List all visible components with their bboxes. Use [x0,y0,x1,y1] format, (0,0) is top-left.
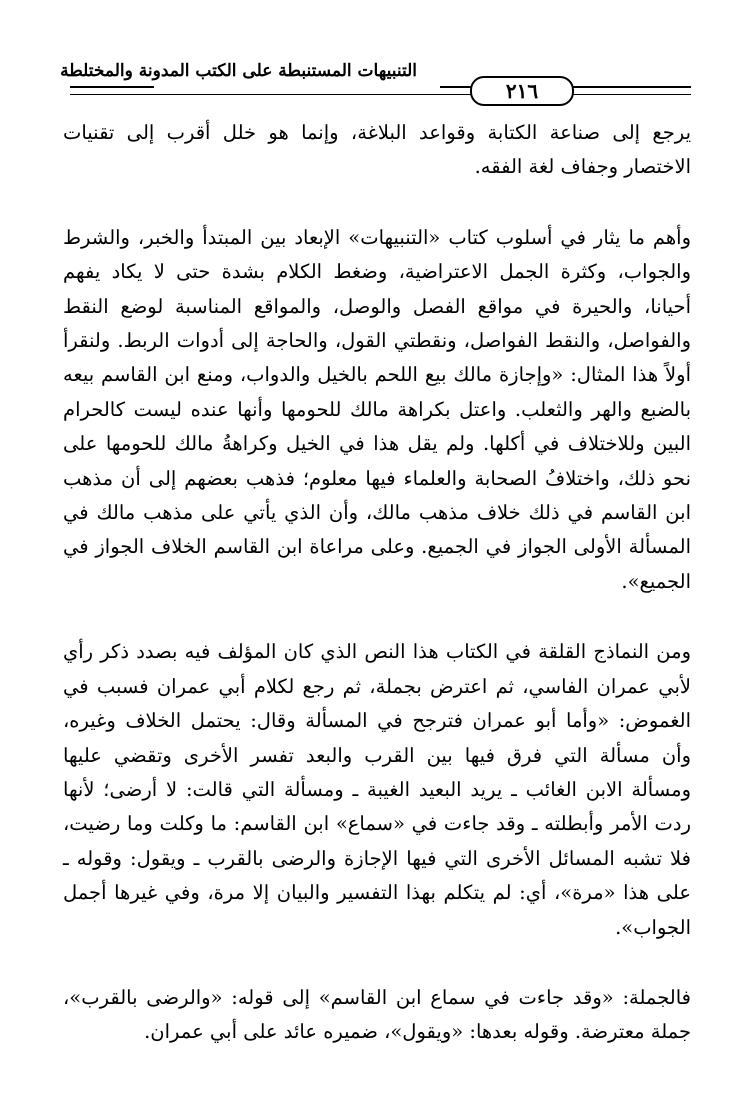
page-number: ٢١٦ [470,76,574,106]
paragraph-1: يرجع إلى صناعة الكتابة وقواعد البلاغة، وإنما هو خلل أقرب إلى تقنيات الاختصار وجفاف لغة الفقه. [63,121,691,179]
paragraph-2: وأهم ما يثار في أسلوب كتاب «التنبيهات» الإبعاد بين المبتدأ والخبر، والشرط والجواب، وكثرة الجمل الاعتراضية، وضغط الكلام بشدة حتى لا يكاد يفهم أحيانا، والحيرة في مواقع الفصل والوصل، والمواقع المناسبة لوضع النقط والفواصل، والنقط الفواصل، ونقطتي القول، والحاجة إلى أدوات الربط. ولنقرأ أولاً هذا المثال: «وإجازة مالك بيع اللحم بالخيل والدواب، ومنع ابن القاسم بيعه بالضبع والهر والثعلب. واعتل بكراهة مالك للحومها وأنها عنده ليست كالحرام البين وللاختلاف في أكلها. ولم يقل هذا في الخيل وكراهةُ مالك للحومها على نحو ذلك، واختلافُ الصحابة والعلماء فيها معلوم؛ فذهب بعضهم إلى أن مذهب ابن القاسم في ذلك خلاف مذهب مالك، وأن الذي يأتي على مذهب مالك في المسألة الأولى الجواز في الجميع. وعلى مراعاة ابن القاسم الخلاف الجواز في الجميع». [63,225,691,593]
paragraph-3: ومن النماذج القلقة في الكتاب هذا النص الذي كان المؤلف فيه بصدد ذكر رأي لأبي عمران الفاسي، ثم اعترض بجملة، ثم رجع لكلام أبي عمران فسبب في الغموض: «وأما أبو عمران فترجح في المسألة وقال: يحتمل الخلاف وغيره، وأن مسألة التي فرق فيها بين القرب والبعد تفسر الأخرى وتقضي عليها ومسألة الابن الغائب ـ يريد البعيد الغيبة ـ ومسألة التي قالت: لا أرضى؛ لأنها ردت الأمر وأبطلته ـ وقد جاءت في «سماع» ابن القاسم: ما وكلت وما رضيت، فلا تشبه المسائل الأخرى التي فيها الإجازة والرضى بالقرب ـ ويقول: وقوله ـ على هذا «مرة»، أي: لم يتكلم بهذا التفسير والبيان إلا مرة، وفي غيرها أجمل الجواب». [63,640,691,939]
header-rule-thin [70,94,691,95]
running-title: التنبيهات المستنبطة على الكتب المدونة والمختلطة [60,61,417,81]
header-rule-left [70,86,154,88]
body-text [63,116,691,1050]
paragraph-4: فالجملة: «وقد جاءت في سماع ابن القاسم» إلى قوله: «والرضى بالقرب»، جملة معترضة. وقوله بعدها: «ويقول»، ضميره عائد على أبي عمران. [63,985,691,1044]
